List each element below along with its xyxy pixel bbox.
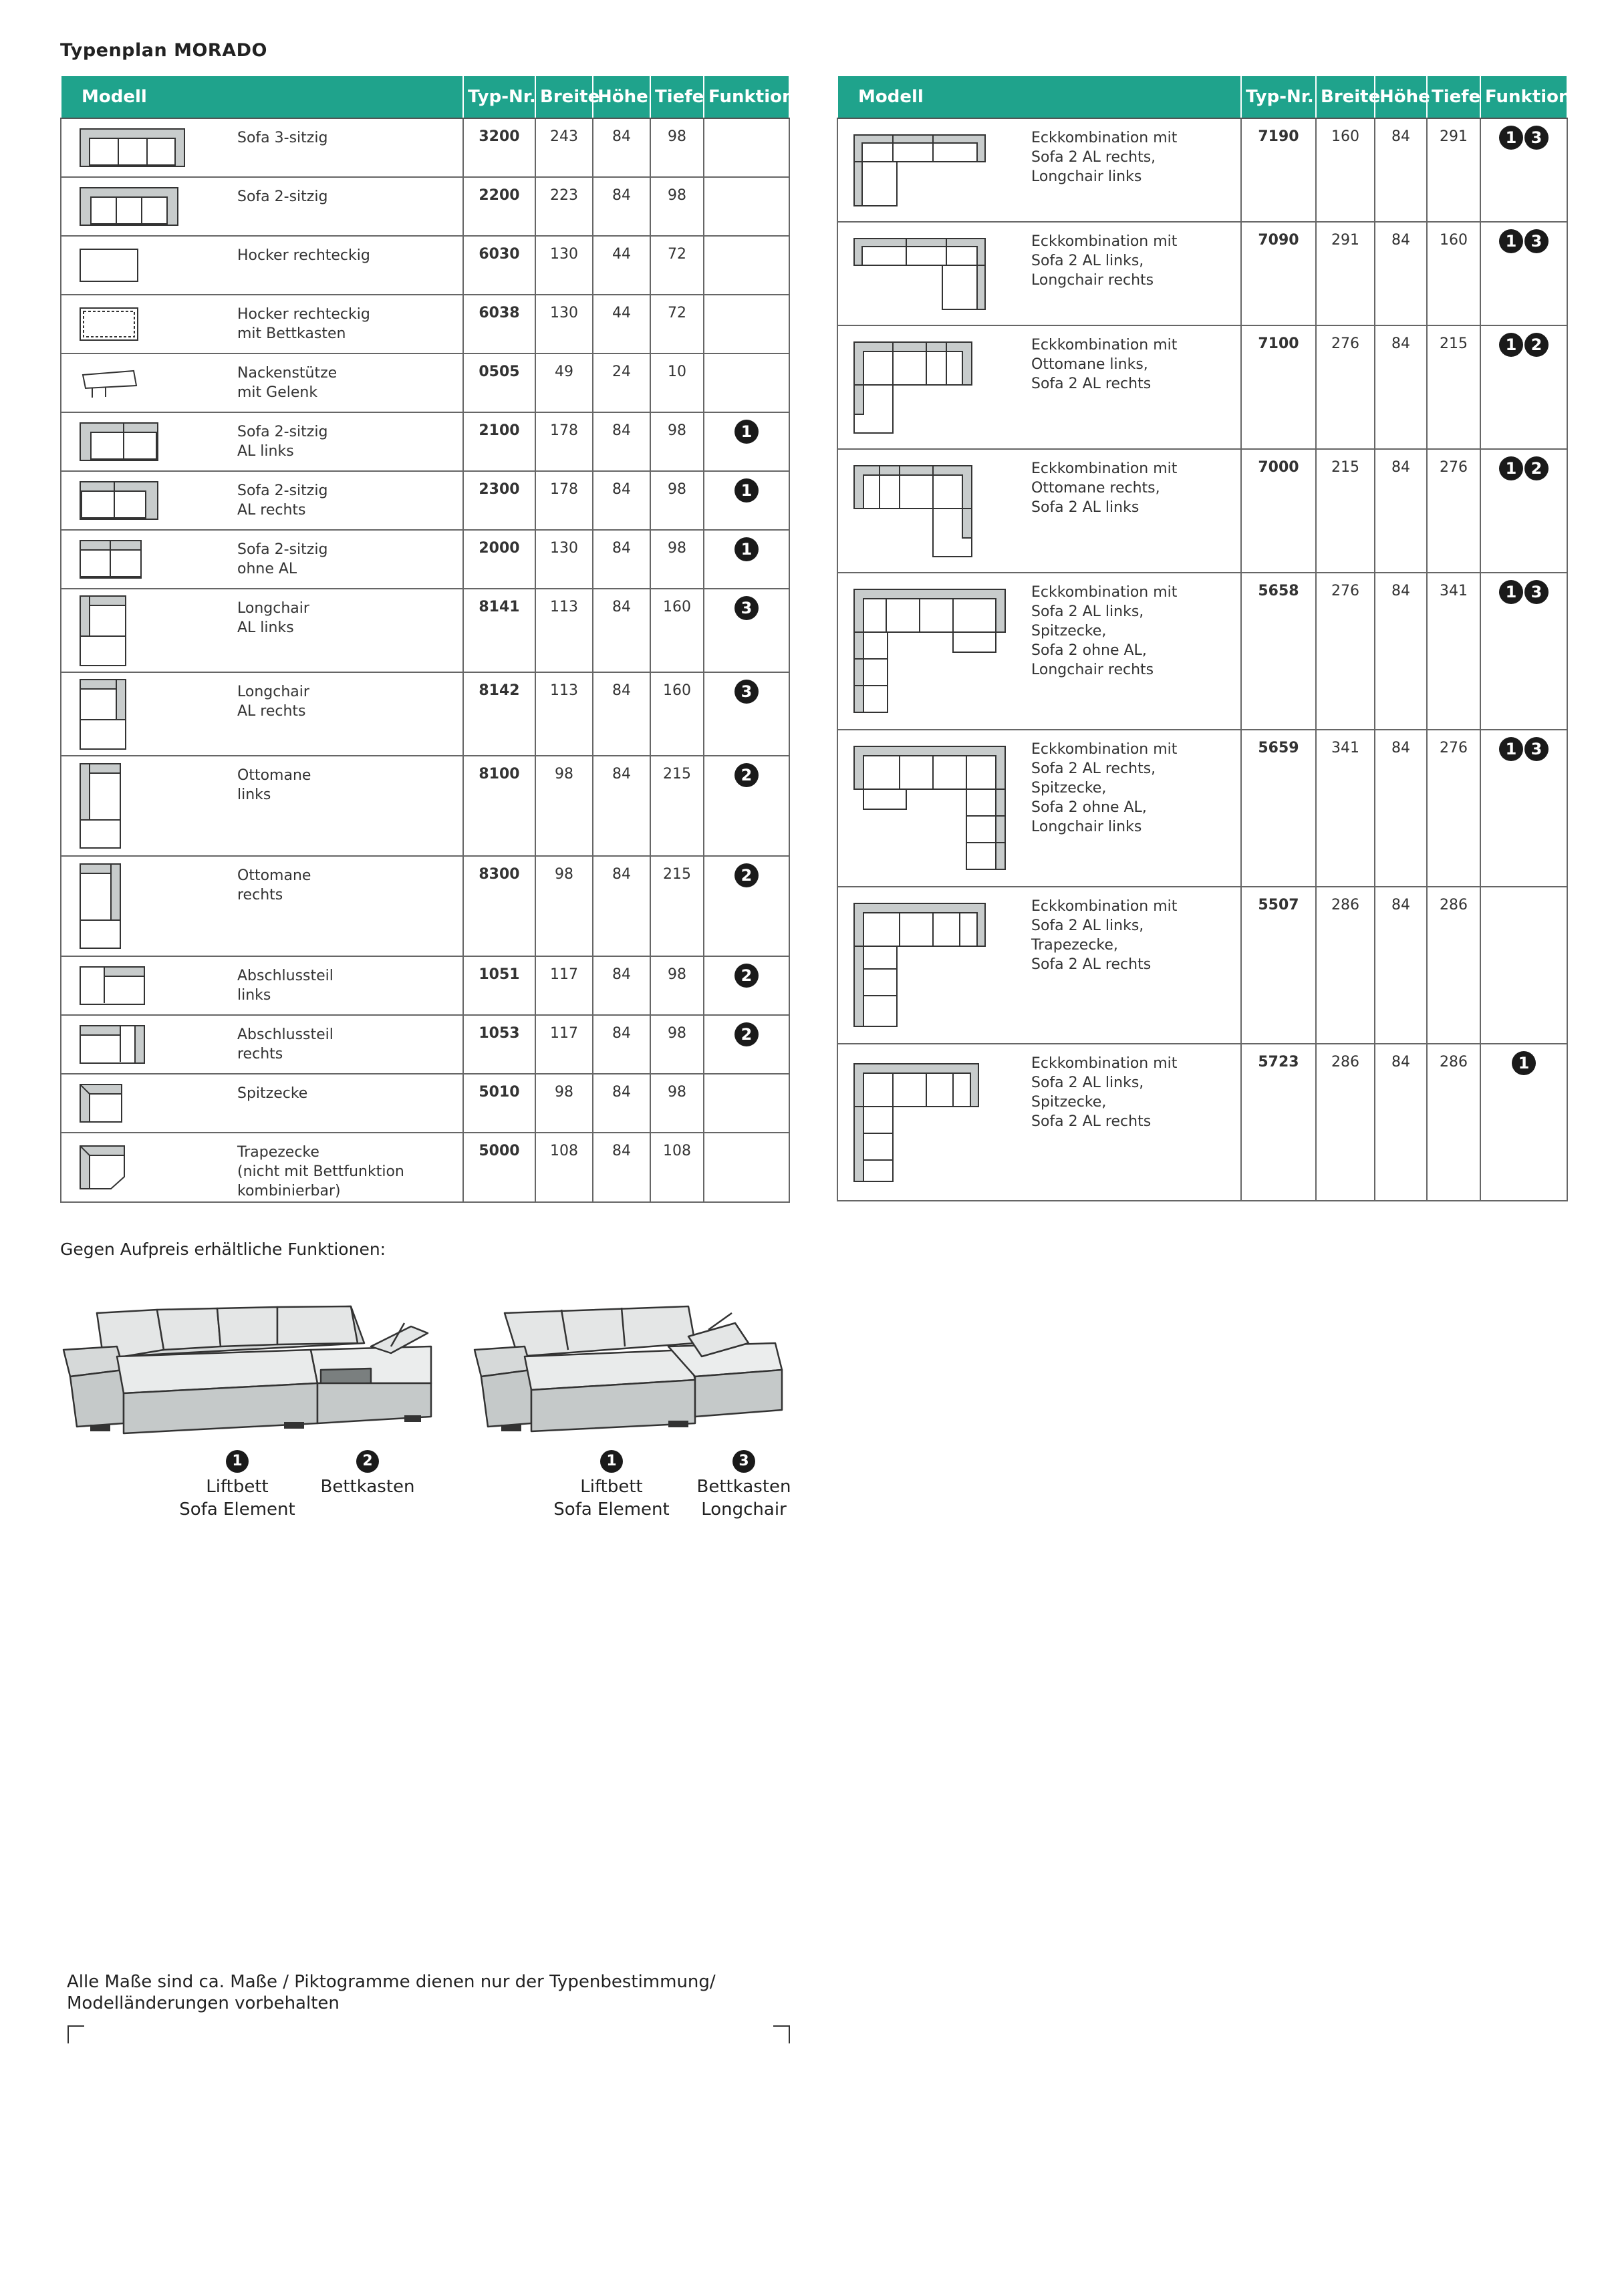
breite-value: 276 (1316, 325, 1375, 449)
nackenstuetze-icon (61, 366, 237, 400)
function-1-icon: 1 (226, 1450, 249, 1473)
hoehe-value: 84 (593, 756, 650, 856)
funktion-cell (704, 353, 789, 412)
funktion-cell (704, 589, 789, 672)
corner-mark-left (67, 2025, 87, 2045)
breite-value: 113 (535, 589, 593, 672)
type-number: 6030 (463, 236, 535, 295)
function-3-icon: 3 (1524, 737, 1549, 761)
table-row (837, 118, 1567, 222)
function-2-icon: 2 (1524, 456, 1549, 480)
eck-7190-icon (838, 134, 1031, 207)
tiefe-value: 72 (650, 236, 704, 295)
type-number: 7100 (1241, 325, 1316, 449)
funktion-cell (704, 412, 789, 471)
type-number: 8141 (463, 589, 535, 672)
model-name: Sofa 2-sitzig (237, 177, 463, 236)
type-number: 5507 (1241, 887, 1316, 1044)
model-name: Sofa 2-sitzig ohne AL (237, 530, 463, 589)
funktion-cell (704, 956, 789, 1015)
funktion-cell (1480, 449, 1567, 573)
eck-5723-icon (838, 1062, 1031, 1183)
hoehe-value: 84 (593, 530, 650, 589)
table-header (837, 76, 1567, 118)
breite-value: 286 (1316, 887, 1375, 1044)
function-1-icon: 1 (1499, 333, 1523, 357)
legend-bettkasten (301, 1449, 434, 1498)
table-row (61, 856, 789, 956)
tiefe-value: 286 (1427, 1044, 1480, 1201)
function-2-icon: 2 (356, 1450, 379, 1473)
tiefe-value: 160 (1427, 222, 1480, 325)
tiefe-value: 215 (650, 756, 704, 856)
function-1-icon: 1 (734, 537, 759, 561)
type-number: 5000 (463, 1133, 535, 1202)
breite-value: 98 (535, 756, 593, 856)
tiefe-value: 98 (650, 1015, 704, 1074)
model-name: Eckkombination mit Sofa 2 AL links, Longchair rechts (1031, 222, 1241, 325)
funktion-cell (704, 530, 789, 589)
header-tiefe: Tiefe (650, 76, 704, 118)
hoehe-value: 84 (593, 1074, 650, 1133)
hoehe-value: 84 (593, 177, 650, 236)
model-name: Longchair AL links (237, 589, 463, 672)
model-name: Eckkombination mit Ottomane links, Sofa 2 AL rechts (1031, 325, 1241, 449)
type-number: 5010 (463, 1074, 535, 1133)
right-type-table (837, 75, 1571, 1201)
table-row (837, 325, 1567, 449)
legend-text: Liftbett Sofa Element (553, 1477, 670, 1520)
sofa-longchair-illustration (468, 1283, 789, 1443)
funktion-cell (1480, 730, 1567, 887)
model-name: Nackenstütze mit Gelenk (237, 353, 463, 412)
hoehe-value: 24 (593, 353, 650, 412)
function-3-icon: 3 (1524, 580, 1549, 604)
trapezecke-icon (61, 1145, 237, 1190)
sofa-2-al-links-icon (61, 422, 237, 462)
funktion-cell (1480, 325, 1567, 449)
tiefe-value: 98 (650, 1074, 704, 1133)
model-name: Abschlussteil links (237, 956, 463, 1015)
hocker-icon (61, 248, 237, 283)
table-row (61, 236, 789, 295)
type-number: 8300 (463, 856, 535, 956)
function-3-icon: 3 (734, 596, 759, 620)
function-2-icon: 2 (734, 863, 759, 887)
eck-5658-icon (838, 588, 1031, 715)
type-number: 7190 (1241, 118, 1316, 222)
breite-value: 113 (535, 672, 593, 756)
model-name: Eckkombination mit Sofa 2 AL links, Trapezecke, Sofa 2 AL rechts (1031, 887, 1241, 1044)
function-1-icon: 1 (600, 1450, 623, 1473)
funktion-cell (1480, 1044, 1567, 1201)
legend-liftbett-2 (545, 1449, 678, 1521)
tiefe-value: 276 (1427, 730, 1480, 887)
model-name: Eckkombination mit Sofa 2 AL rechts, Longchair links (1031, 118, 1241, 222)
function-3-icon: 3 (1524, 126, 1549, 150)
header-funktion: Funktion (1480, 76, 1567, 118)
tiefe-value: 98 (650, 412, 704, 471)
hoehe-value: 84 (1375, 573, 1427, 730)
header-breite: Breite (535, 76, 593, 118)
breite-value: 98 (535, 1074, 593, 1133)
tiefe-value: 98 (650, 956, 704, 1015)
tiefe-value: 286 (1427, 887, 1480, 1044)
funktion-cell (704, 1015, 789, 1074)
funktion-cell (704, 295, 789, 353)
function-1-icon: 1 (734, 478, 759, 503)
function-1-icon: 1 (1499, 580, 1523, 604)
left-type-table (60, 75, 795, 1203)
legend-text: Liftbett Sofa Element (179, 1477, 295, 1520)
type-number: 5659 (1241, 730, 1316, 887)
type-number: 1053 (463, 1015, 535, 1074)
type-number: 2100 (463, 412, 535, 471)
eck-7000-icon (838, 464, 1031, 558)
breite-value: 130 (535, 530, 593, 589)
breite-value: 117 (535, 1015, 593, 1074)
funktion-cell (1480, 573, 1567, 730)
type-number: 3200 (463, 118, 535, 177)
breite-value: 117 (535, 956, 593, 1015)
tiefe-value: 276 (1427, 449, 1480, 573)
hoehe-value: 84 (1375, 730, 1427, 887)
breite-value: 178 (535, 412, 593, 471)
breite-value: 286 (1316, 1044, 1375, 1201)
type-number: 7090 (1241, 222, 1316, 325)
header-modell: Modell (61, 76, 463, 118)
model-name: Sofa 3-sitzig (237, 118, 463, 177)
type-number: 5658 (1241, 573, 1316, 730)
header-hoehe: Höhe (1375, 76, 1427, 118)
hoehe-value: 84 (1375, 222, 1427, 325)
funktion-cell (704, 177, 789, 236)
funktion-cell (704, 1074, 789, 1133)
header-breite: Breite (1316, 76, 1375, 118)
table-row (61, 589, 789, 672)
table-row (837, 887, 1567, 1044)
footnote: Alle Maße sind ca. Maße / Piktogramme dienen nur der Typenbestimmung/ Modelländerungen vorbehalten (67, 1972, 716, 2013)
table-header (61, 76, 789, 118)
table-row (61, 412, 789, 471)
table-row (837, 573, 1567, 730)
model-name: Sofa 2-sitzig AL rechts (237, 471, 463, 530)
breite-value: 130 (535, 295, 593, 353)
table-row (61, 530, 789, 589)
funktion-cell (1480, 222, 1567, 325)
funktion-cell (704, 1133, 789, 1202)
breite-value: 243 (535, 118, 593, 177)
table-row (61, 295, 789, 353)
breite-value: 98 (535, 856, 593, 956)
tiefe-value: 10 (650, 353, 704, 412)
function-1-icon: 1 (1499, 229, 1523, 253)
type-number: 0505 (463, 353, 535, 412)
header-typnr: Typ-Nr. (463, 76, 535, 118)
breite-value: 130 (535, 236, 593, 295)
tiefe-value: 108 (650, 1133, 704, 1202)
funktion-cell (704, 471, 789, 530)
breite-value: 49 (535, 353, 593, 412)
legend-bettkasten-longchair (677, 1449, 811, 1521)
model-name: Hocker rechteckig (237, 236, 463, 295)
breite-value: 341 (1316, 730, 1375, 887)
funktion-cell (704, 856, 789, 956)
sofa-2-al-rechts-icon (61, 480, 237, 521)
funktion-cell (704, 672, 789, 756)
function-2-icon: 2 (734, 763, 759, 787)
functions-label: Gegen Aufpreis erhältliche Funktionen: (60, 1240, 386, 1259)
legend-text: Bettkasten Longchair (696, 1477, 791, 1520)
spitzecke-icon (61, 1083, 237, 1123)
function-1-icon: 1 (1499, 737, 1523, 761)
model-name: Eckkombination mit Ottomane rechts, Sofa 2 AL links (1031, 449, 1241, 573)
funktion-cell (704, 236, 789, 295)
corner-mark-right (772, 2025, 792, 2045)
model-name: Eckkombination mit Sofa 2 AL rechts, Spitzecke, Sofa 2 ohne AL, Longchair links (1031, 730, 1241, 887)
funktion-cell (704, 118, 789, 177)
model-name: Spitzecke (237, 1074, 463, 1133)
header-typnr: Typ-Nr. (1241, 76, 1316, 118)
header-hoehe: Höhe (593, 76, 650, 118)
tiefe-value: 160 (650, 672, 704, 756)
breite-value: 215 (1316, 449, 1375, 573)
table-row (837, 1044, 1567, 1201)
model-name: Trapezecke (nicht mit Bettfunktion kombinierbar) (237, 1133, 463, 1202)
hocker-bettkasten-icon (61, 307, 237, 341)
longchair-links-icon (61, 595, 237, 667)
hoehe-value: 84 (593, 672, 650, 756)
header-modell: Modell (837, 76, 1241, 118)
ottomane-rechts-icon (61, 863, 237, 950)
table-row (61, 756, 789, 856)
function-2-icon: 2 (1524, 333, 1549, 357)
hoehe-value: 84 (593, 1015, 650, 1074)
model-name: Eckkombination mit Sofa 2 AL links, Spitzecke, Sofa 2 AL rechts (1031, 1044, 1241, 1201)
hoehe-value: 84 (593, 589, 650, 672)
type-number: 8100 (463, 756, 535, 856)
page-title: Typenplan MORADO (60, 40, 267, 61)
model-name: Longchair AL rechts (237, 672, 463, 756)
funktion-cell (1480, 118, 1567, 222)
funktion-cell (704, 756, 789, 856)
tiefe-value: 72 (650, 295, 704, 353)
breite-value: 178 (535, 471, 593, 530)
ottomane-links-icon (61, 762, 237, 849)
tiefe-value: 215 (1427, 325, 1480, 449)
hoehe-value: 84 (1375, 449, 1427, 573)
tiefe-value: 98 (650, 471, 704, 530)
hoehe-value: 84 (1375, 1044, 1427, 1201)
hoehe-value: 84 (593, 956, 650, 1015)
eck-7100-icon (838, 341, 1031, 434)
longchair-rechts-icon (61, 678, 237, 750)
tiefe-value: 160 (650, 589, 704, 672)
sofa-2-icon (61, 186, 237, 227)
model-name: Sofa 2-sitzig AL links (237, 412, 463, 471)
function-3-icon: 3 (734, 680, 759, 704)
table-row (61, 471, 789, 530)
breite-value: 276 (1316, 573, 1375, 730)
breite-value: 223 (535, 177, 593, 236)
function-3-icon: 3 (1524, 229, 1549, 253)
hoehe-value: 84 (593, 856, 650, 956)
eck-5659-icon (838, 745, 1031, 872)
header-tiefe: Tiefe (1427, 76, 1480, 118)
table-row (61, 672, 789, 756)
type-number: 2000 (463, 530, 535, 589)
function-1-icon: 1 (1499, 126, 1523, 150)
type-number: 5723 (1241, 1044, 1316, 1201)
hoehe-value: 44 (593, 295, 650, 353)
breite-value: 160 (1316, 118, 1375, 222)
function-2-icon: 2 (734, 964, 759, 988)
table-row (837, 222, 1567, 325)
funktion-cell (1480, 887, 1567, 1044)
model-name: Ottomane rechts (237, 856, 463, 956)
type-number: 1051 (463, 956, 535, 1015)
breite-value: 291 (1316, 222, 1375, 325)
table-row (61, 956, 789, 1015)
eck-7090-icon (838, 237, 1031, 311)
function-1-icon: 1 (1512, 1051, 1536, 1075)
tiefe-value: 98 (650, 530, 704, 589)
hoehe-value: 84 (593, 1133, 650, 1202)
model-name: Ottomane links (237, 756, 463, 856)
table-row (61, 118, 789, 177)
table-row (61, 1074, 789, 1133)
type-number: 6038 (463, 295, 535, 353)
tiefe-value: 98 (650, 118, 704, 177)
sofa-2-ohne-al-icon (61, 539, 237, 579)
function-1-icon: 1 (734, 420, 759, 444)
function-1-icon: 1 (1499, 456, 1523, 480)
type-number: 8142 (463, 672, 535, 756)
header-funktion: Funktion (704, 76, 789, 118)
hoehe-value: 84 (593, 412, 650, 471)
hoehe-value: 84 (593, 118, 650, 177)
table-row (837, 449, 1567, 573)
function-3-icon: 3 (732, 1450, 755, 1473)
sofa-bettkasten-illustration (57, 1283, 444, 1443)
hoehe-value: 84 (1375, 325, 1427, 449)
function-2-icon: 2 (734, 1022, 759, 1046)
type-number: 2200 (463, 177, 535, 236)
model-name: Abschlussteil rechts (237, 1015, 463, 1074)
tiefe-value: 341 (1427, 573, 1480, 730)
abschlussteil-links-icon (61, 966, 237, 1006)
hoehe-value: 84 (593, 471, 650, 530)
hoehe-value: 84 (1375, 887, 1427, 1044)
table-row (61, 1015, 789, 1074)
table-row (61, 353, 789, 412)
breite-value: 108 (535, 1133, 593, 1202)
legend-text: Bettkasten (320, 1477, 415, 1497)
type-number: 2300 (463, 471, 535, 530)
table-row (61, 177, 789, 236)
tiefe-value: 98 (650, 177, 704, 236)
eck-5507-icon (838, 902, 1031, 1029)
legend-liftbett-1 (170, 1449, 304, 1521)
table-row (61, 1133, 789, 1202)
hoehe-value: 84 (1375, 118, 1427, 222)
model-name: Eckkombination mit Sofa 2 AL links, Spitzecke, Sofa 2 ohne AL, Longchair rechts (1031, 573, 1241, 730)
abschlussteil-rechts-icon (61, 1024, 237, 1064)
tiefe-value: 215 (650, 856, 704, 956)
tiefe-value: 291 (1427, 118, 1480, 222)
type-number: 7000 (1241, 449, 1316, 573)
sofa-3-icon (61, 128, 237, 168)
table-row (837, 730, 1567, 887)
model-name: Hocker rechteckig mit Bettkasten (237, 295, 463, 353)
hoehe-value: 44 (593, 236, 650, 295)
